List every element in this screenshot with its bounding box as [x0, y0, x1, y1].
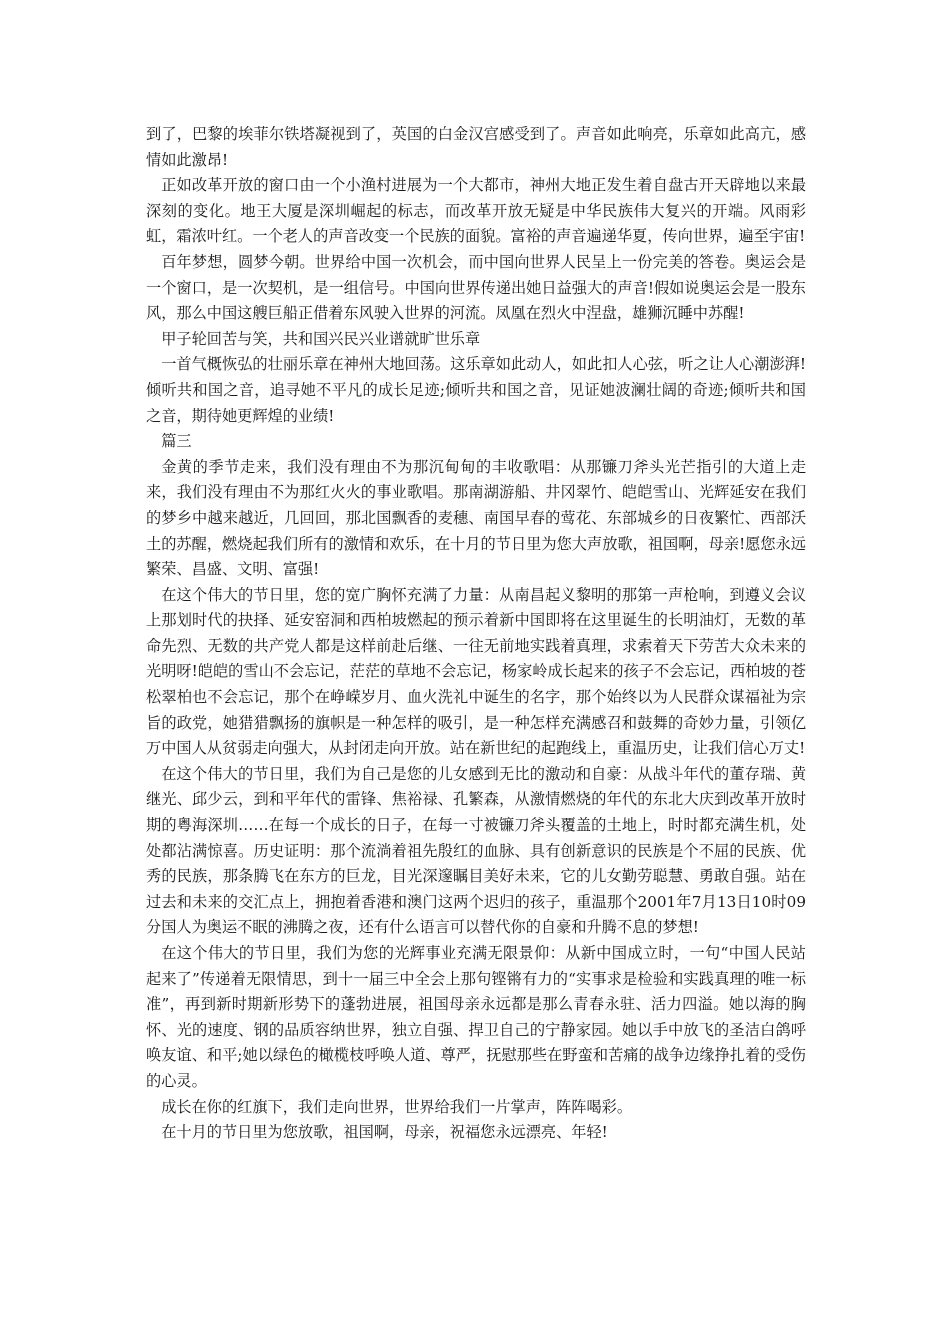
paragraph-11: 成长在你的红旗下，我们走向世界，世界给我们一片掌声，阵阵喝彩。	[161, 1097, 632, 1116]
paragraph-10: 在这个伟大的节日里，我们为您的光辉事业充满无限景仰：从新中国成立时，一句“中国人民站起来了”传递着无限情思，到十一届三中全会上那句铿锵有力的“实事求是检验和实践真理的唯一标准”，再到新时期新形势下的蓬勃进展，祖国母亲永远都是那么青春永驻、活力四溢。她以海的胸怀、光的速度、钢的品质容纳世界，独立自强、捍卫自己的宁静家园。她以手中放飞的圣洁白鸽呼唤友谊、和平;她以绿色的橄榄枝呼唤人道、尊严，抚慰那些在野蛮和苦痛的战争边缘挣扎着的受伤的心灵。	[146, 944, 806, 1090]
paragraph-1: 到了，巴黎的埃菲尔铁塔凝视到了，英国的白金汉宫感受到了。声音如此响亮，乐章如此高亢，感情如此激昂!	[146, 125, 806, 169]
document-body	[146, 122, 806, 1146]
paragraph-12: 在十月的节日里为您放歌，祖国啊，母亲，祝福您永远漂亮、年轻!	[161, 1123, 608, 1142]
paragraph-8: 在这个伟大的节日里，您的宽广胸怀充满了力量：从南昌起义黎明的那第一声枪响，到遵义会议上那划时代的抉择、延安窑洞和西柏坡燃起的预示着新中国即将在这里诞生的长明油灯，无数的革命先烈、无数的共产党人都是这样前赴后继、一往无前地实践着真理，求索着天下劳苦大众未来的光明呀!皑皑的雪山不会忘记，茫茫的草地不会忘记，杨家岭成长起来的孩子不会忘记，西柏坡的苍松翠柏也不会忘记，那个在峥嵘岁月、血火洗礼中诞生的名字，那个始终以为人民群众谋福祉为宗旨的政党，她猎猎飘扬的旗帜是一种怎样的吸引，是一种怎样充满感召和鼓舞的奇妙力量，引领亿万中国人从贫弱走向强大，从封闭走向开放。站在新世纪的起跑线上，重温历史，让我们信心万丈!	[146, 585, 806, 758]
paragraph-5: 一首气概恢弘的壮丽乐章在神州大地回荡。这乐章如此动人，如此扣人心弦，听之让人心潮澎湃!倾听共和国之音，追寻她不平凡的成长足迹;倾听共和国之音，见证她波澜壮阔的奇迹;倾听共和国之音，期待她更辉煌的业绩!	[146, 355, 806, 425]
paragraph-3: 百年梦想，圆梦今朝。世界给中国一次机会，而中国向世界人民呈上一份完美的答卷。奥运会是一个窗口，是一次契机，是一组信号。中国向世界传递出她日益强大的声音!假如说奥运会是一股东风，那么中国这艘巨船正借着东风驶入世界的河流。凤凰在烈火中涅盘，雄狮沉睡中苏醒!	[146, 252, 806, 323]
paragraph-2: 正如改革开放的窗口由一个小渔村进展为一个大都市，神州大地正发生着自盘古开天辟地以来最深刻的变化。地王大厦是深圳崛起的标志，而改革开放无疑是中华民族伟大复兴的开端。风雨彩虹，霜浓叶红。一个老人的声音改变一个民族的面貌。富裕的声音遍递华夏，传向世界，遍至宇宙!	[146, 176, 806, 246]
section-heading-line: 甲子轮回苦与笑，共和国兴民兴业谱就旷世乐章	[161, 329, 481, 348]
paragraph-9: 在这个伟大的节日里，我们为自己是您的儿女感到无比的激动和自豪：从战斗年代的董存瑞、黄继光、邱少云，到和平年代的雷锋、焦裕禄、孔繁森，从激情燃烧的年代的东北大庆到改革开放时期的粤海深圳……在每一个成长的日子，在每一寸被镰刀斧头覆盖的土地上，时时都充满生机，处处都沾满惊喜。历史证明：那个流淌着祖先殷红的血脉、具有创新意识的民族是个不屈的民族、优秀的民族，那条腾飞在东方的巨龙，目光深邃瞩目美好未来，它的儿女勤劳聪慧、勇敢自强。站在过去和未来的交汇点上，拥抱着香港和澳门这两个迟归的孩子，重温那个2001年7月13日10时09分国人为奥运不眠的沸腾之夜，还有什么语言可以替代你的自豪和升腾不息的梦想!	[146, 764, 806, 937]
paragraph-7: 金黄的季节走来，我们没有理由不为那沉甸甸的丰收歌唱：从那镰刀斧头光芒指引的大道上走来，我们没有理由不为那红火火的事业歌唱。那南湖游船、井冈翠竹、皑皑雪山、光辉延安在我们的梦乡中越来越近，几回回，那北国飘香的麦穗、南国早春的莺花、东部城乡的日夜繁忙、西部沃土的苏醒，燃烧起我们所有的激情和欢乐，在十月的节日里为您大声放歌，祖国啊，母亲!愿您永远繁荣、昌盛、文明、富强!	[146, 457, 806, 579]
section-title-pian-san: 篇三	[161, 432, 192, 451]
